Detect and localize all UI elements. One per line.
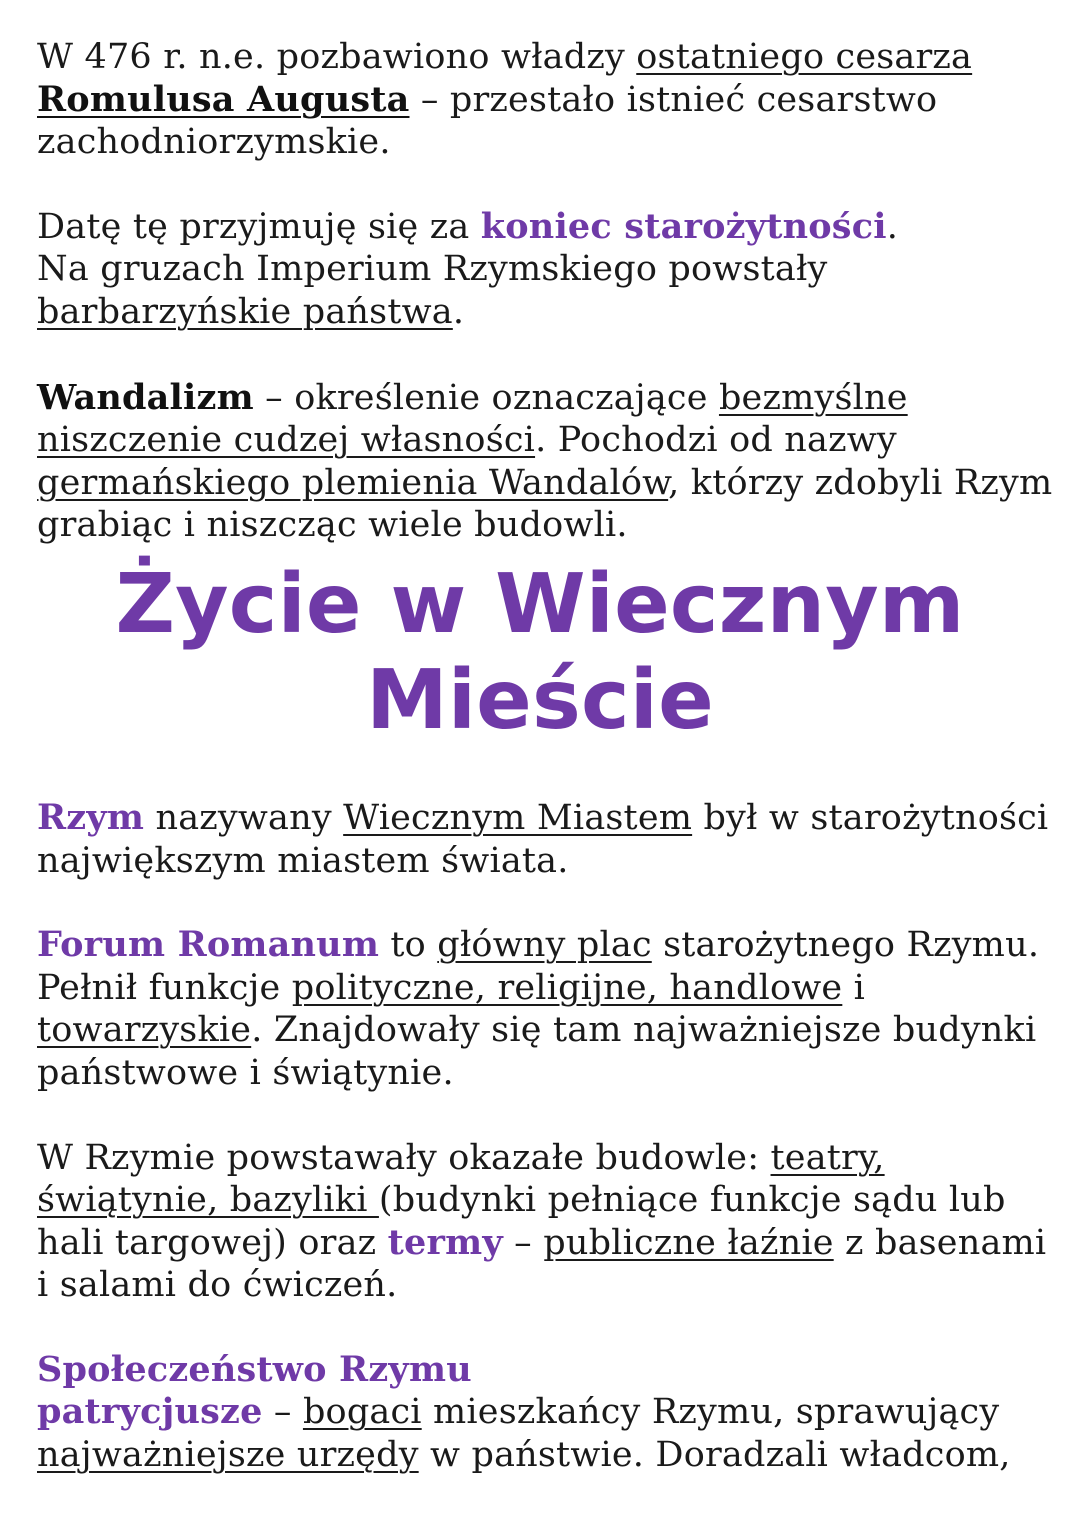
underlined-term: ostatniego cesarza: [636, 37, 973, 77]
highlight-term: termy: [387, 1221, 503, 1263]
text-span: W 476 r. n.e. pozbawiono władzy: [37, 37, 637, 77]
underlined-term: teatry, świątynie, bazyliki: [37, 1137, 885, 1221]
text-span: –: [262, 1392, 303, 1433]
paragraph-vandalism: [37, 377, 1057, 547]
paragraph-fall-of-rome: [37, 36, 1057, 164]
text-span: – określenie oznaczające: [253, 377, 719, 418]
text-span: W Rzymie powstawały okazałe budowle:: [37, 1137, 771, 1178]
paragraph-society: [37, 1349, 1057, 1477]
underlined-term: barbarzyńskie państwa: [37, 291, 453, 332]
underlined-term: bezmyślne niszczenie cudzej własności: [37, 377, 908, 461]
paragraph-end-of-antiquity: [37, 206, 1057, 334]
text-span: był w starożytności największym miastem świata.: [37, 797, 1049, 881]
text-span: Datę tę przyjmuję się za: [37, 206, 481, 247]
text-span: starożytnego Rzymu. Pełnił funkcje: [37, 925, 1040, 1008]
text-span: –: [502, 1222, 544, 1263]
section-heading: [0, 557, 1080, 749]
paragraph-buildings: [37, 1137, 1057, 1307]
text-span: Na gruzach Imperium Rzymskiego powstały: [37, 249, 828, 290]
text-span: . Znajdowały się tam najważniejsze budynki państwowe i świątynie.: [37, 1010, 1037, 1093]
heading-line-1: Życie w Wiecznym: [115, 556, 965, 652]
underlined-term: główny plac: [437, 925, 652, 966]
underlined-term: Wiecznym Miastem: [343, 797, 693, 838]
underlined-term: najważniejsze urzędy: [37, 1435, 419, 1476]
text-span: , którzy zdobyli Rzym grabiąc i niszcząc wiele budowli.: [37, 462, 1053, 546]
text-span: .: [886, 206, 899, 247]
text-span: (budynki pełniące funkcje sądu lub hali targowej) oraz: [37, 1180, 1006, 1263]
text-span: to: [379, 925, 438, 966]
bold-term-romulus: Romulusa Augusta: [37, 78, 410, 120]
paragraph-eternal-city: [37, 797, 1057, 882]
bold-term-vandalism: Wandalizm: [37, 376, 254, 418]
highlight-term: Forum Romanum: [37, 924, 380, 966]
document-page: [37, 36, 1057, 1477]
underlined-term: polityczne, religijne, handlowe: [291, 967, 843, 1008]
underlined-term: germańskiego plemienia Wandalów: [37, 462, 669, 503]
text-span: – przestało istnieć cesarstwo zachodniorzymskie.: [37, 79, 938, 163]
text-span: nazywany: [144, 797, 344, 838]
text-span: . Pochodzi od nazwy: [535, 420, 897, 461]
text-span: i: [842, 967, 866, 1008]
highlight-term: Rzym: [37, 796, 145, 838]
section-subtitle: Społeczeństwo Rzymu: [37, 1348, 472, 1390]
underlined-term: bogaci: [302, 1392, 422, 1433]
highlight-term: koniec starożytności: [480, 205, 887, 247]
text-span: .: [452, 291, 465, 332]
paragraph-forum-romanum: [37, 924, 1057, 1094]
text-span: w państwie. Doradzali władcom,: [418, 1435, 1011, 1476]
underlined-term: publiczne łaźnie: [543, 1222, 834, 1263]
text-span: z basenami i salami do ćwiczeń.: [37, 1222, 1047, 1306]
underlined-term: towarzyskie: [37, 1010, 252, 1051]
heading-line-2: Mieście: [366, 652, 714, 748]
highlight-term: patrycjusze: [37, 1391, 263, 1433]
text-span: mieszkańcy Rzymu, sprawujący: [421, 1392, 1000, 1433]
